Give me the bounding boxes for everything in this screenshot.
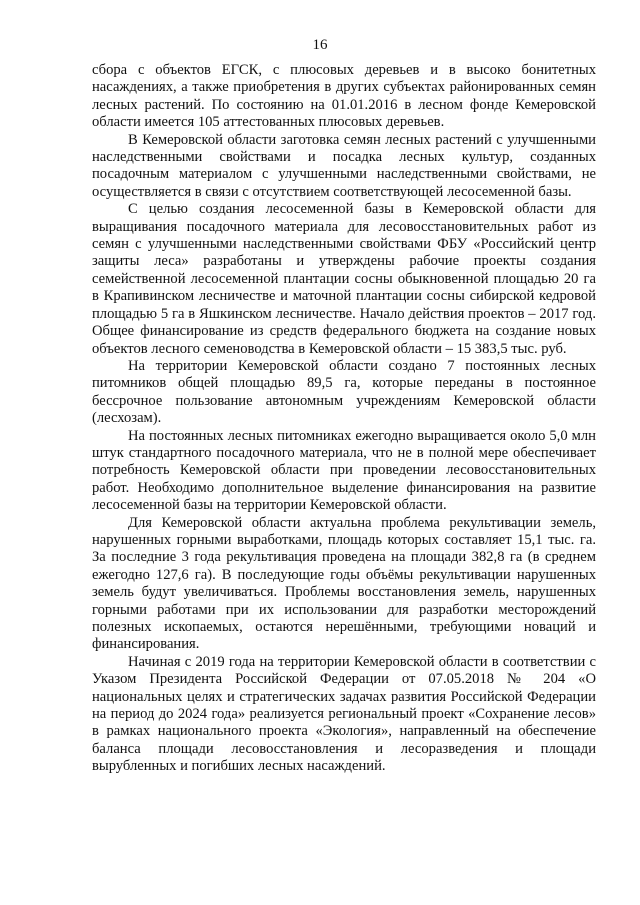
document-body [92, 62, 596, 776]
paragraph-seed-harvesting: В Кемеровской области заготовка семян лесных растений с улучшенными наследственными свойствами и посадка лесных культур, созданных посадочным материалом с улучшенными наследственными свойствами, не осуществляется в связи с отсутствием соответствующей лесосеменной базы. [92, 131, 596, 200]
paragraph-forest-nurseries: На территории Кемеровской области создано 7 постоянных лесных питомников общей площадью 89,5 га, которые переданы в постоянное бессрочное пользование автономным учреждениям Кемеровской области (лесхозам). [92, 357, 596, 427]
paragraph-seed-base-projects: С целью создания лесосеменной базы в Кемеровской области для выращивания посадочного материала для лесовосстановительных работ из семян с улучшенными наследственными свойствами ФБУ «Российский центр защиты леса» разработаны и утверждены рабочие проекты создания семейственной лесосеменной плантации сосны обыкновенной площадью 20 га в Крапивинском лесничестве и маточной плантации сосны сибирской кедровой площадью 5 га в Яшкинском лесничестве. Начало действия проектов – 2017 год. Общее финансирование из средств федерального бюджета на создание новых объектов лесного семеноводства в Кемеровской области – 15 383,5 тыс. руб. [92, 201, 596, 357]
paragraph-seed-sources: сбора с объектов ЕГСК, с плюсовых деревьев и в высоко бонитетных насаждениях, а также приобретения в других субъектах районированных семян лесных растений. По состоянию на 01.01.2016 в лесном фонде Кемеровской области имеется 105 аттестованных плюсовых деревьев. [92, 62, 596, 131]
paragraph-planting-material: На постоянных лесных питомниках ежегодно выращивается около 5,0 млн штук стандартного посадочного материала, что не в полной мере обеспечивает потребность Кемеровской области при проведении лесовосстановительных работ. Необходимо дополнительное выделение финансирования на развитие лесосеменной базы на территории Кемеровской области. [92, 427, 596, 514]
paragraph-forest-preservation-project: Начиная с 2019 года на территории Кемеровской области в соответствии с Указом Президента Российской Федерации от 07.05.2018 № 204 «О национальных целях и стратегических задачах развития Российской Федерации на период до 2024 года» реализуется региональный проект «Сохранение лесов» в рамках национального проекта «Экология», направленный на обеспечение баланса площади лесовосстановления и лесоразведения и площади вырубленных и погибших лесных насаждений. [92, 653, 596, 775]
paragraph-land-reclamation: Для Кемеровской области актуальна проблема рекультивации земель, нарушенных горными выработками, площадь которых составляет 15,1 тыс. га. За последние 3 года рекультивация проведена на площади 382,8 га (в среднем ежегодно 127,6 га). В последующие годы объёмы рекультивации нарушенных земель будут увеличиваться. Проблемы восстановления земель, нарушенных горными работами при их использовании для разработки месторождений полезных ископаемых, остаются нерешёнными, требующими новаций и финансирования. [92, 514, 596, 653]
page-number: 16 [312, 37, 328, 53]
